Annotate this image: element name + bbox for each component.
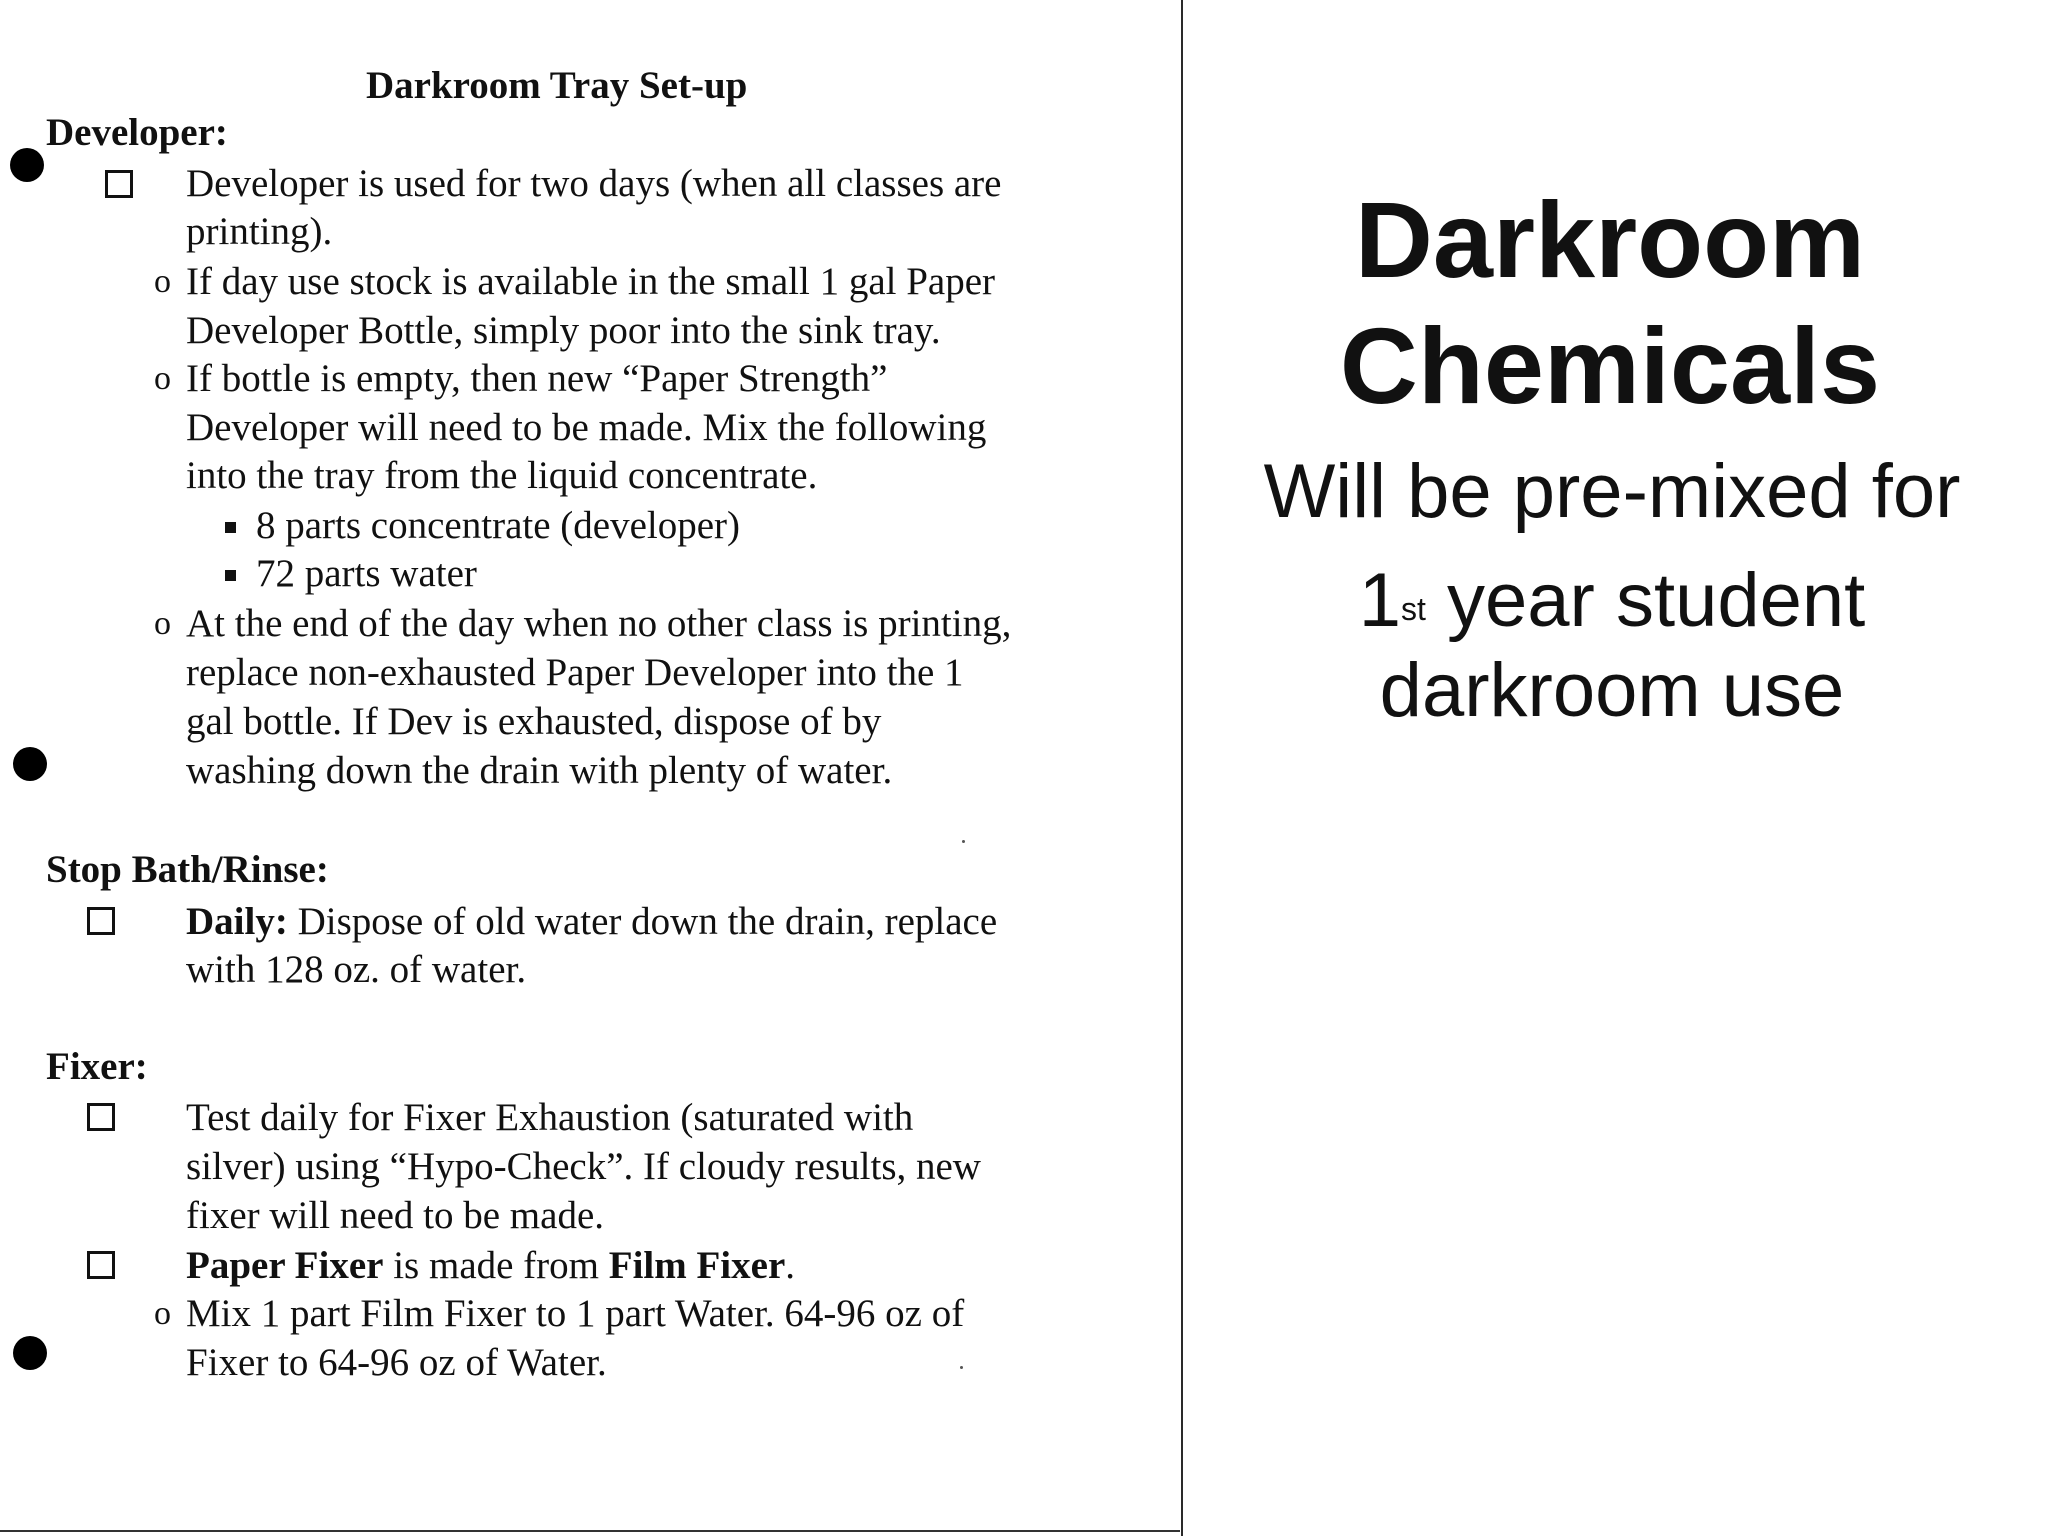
sub-bullet-circle: o xyxy=(154,263,171,300)
stop-bath-daily-label: Daily: xyxy=(186,900,288,943)
developer-heading: Developer: xyxy=(46,111,228,154)
right-heading-line2: Chemicals xyxy=(1339,305,1881,426)
developer-sub3-line1: At the end of the day when no other class is printing, xyxy=(186,602,1012,645)
developer-bullet-2: 72 parts water xyxy=(256,552,477,595)
developer-item1-line2: printing). xyxy=(186,210,333,253)
square-bullet xyxy=(225,570,236,581)
stop-bath-item1-line2: with 128 oz. of water. xyxy=(186,948,527,991)
developer-sub1-line2: Developer Bottle, simply poor into the sink tray. xyxy=(186,309,941,352)
fixer-checkbox-2[interactable] xyxy=(87,1251,115,1279)
punch-hole-bottom xyxy=(13,1336,47,1370)
fixer-item2-line1 xyxy=(186,1242,795,1290)
stop-bath-checkbox-1[interactable] xyxy=(87,907,115,935)
fixer-item1-line1: Test daily for Fixer Exhaustion (saturated with xyxy=(186,1096,914,1139)
right-line-2 xyxy=(1180,556,2044,646)
right-page xyxy=(1184,0,2048,1536)
stop-bath-heading: Stop Bath/Rinse: xyxy=(46,848,329,891)
fixer-item1-line3: fixer will need to be made. xyxy=(186,1194,605,1237)
fixer-sub1-line2: Fixer to 64-96 oz of Water. xyxy=(186,1341,607,1384)
developer-bullet-1: 8 parts concentrate (developer) xyxy=(256,504,740,547)
developer-checkbox-1[interactable] xyxy=(105,170,133,198)
page-bottom-edge xyxy=(0,1530,1180,1532)
developer-sub3-line3: gal bottle. If Dev is exhausted, dispose of by xyxy=(186,700,882,743)
ordinal-superscript: st xyxy=(1401,591,1426,627)
stop-bath-item1-text: Dispose of old water down the drain, replace xyxy=(287,900,998,943)
sub-bullet-circle: o xyxy=(154,605,171,642)
right-line-1: Will be pre-mixed for xyxy=(1263,449,1961,534)
fixer-heading: Fixer: xyxy=(46,1045,148,1088)
developer-sub2-line3: into the tray from the liquid concentrate. xyxy=(186,454,818,497)
document-title: Darkroom Tray Set-up xyxy=(366,64,748,107)
developer-sub3-line4: washing down the drain with plenty of water. xyxy=(186,749,893,792)
fixer-sub1-line1: Mix 1 part Film Fixer to 1 part Water. 64-96 oz of xyxy=(186,1292,965,1335)
film-fixer-label: Film Fixer xyxy=(608,1244,786,1287)
scan-speck xyxy=(962,840,965,843)
developer-sub3-line2: replace non-exhausted Paper Developer into the 1 xyxy=(186,651,964,694)
fixer-item1-line2: silver) using “Hypo-Check”. If cloudy results, new xyxy=(186,1145,981,1188)
sub-bullet-circle: o xyxy=(154,1295,171,1332)
punch-hole-top xyxy=(10,148,44,182)
developer-sub1-line1: If day use stock is available in the small 1 gal Paper xyxy=(186,260,996,303)
fixer-item2-end-text: . xyxy=(785,1244,796,1287)
developer-item1-line1: Developer is used for two days (when all classes are xyxy=(186,162,1002,205)
stop-bath-item1-line1 xyxy=(186,898,997,946)
square-bullet xyxy=(225,522,236,533)
developer-sub2-line1: If bottle is empty, then new “Paper Strength” xyxy=(186,357,888,400)
scan-speck xyxy=(960,1366,963,1369)
fixer-checkbox-1[interactable] xyxy=(87,1103,115,1131)
fixer-item2-mid-text: is made from xyxy=(383,1244,609,1287)
ordinal-number: 1 xyxy=(1358,558,1401,643)
paper-fixer-label: Paper Fixer xyxy=(186,1244,384,1287)
right-heading-line1: Darkroom xyxy=(1354,179,1866,300)
developer-sub2-line2: Developer will need to be made. Mix the following xyxy=(186,406,987,449)
punch-hole-middle xyxy=(13,747,47,781)
right-line-2-rest: year student xyxy=(1425,558,1866,643)
right-line-3: darkroom use xyxy=(1379,648,1845,733)
sub-bullet-circle: o xyxy=(154,360,171,397)
